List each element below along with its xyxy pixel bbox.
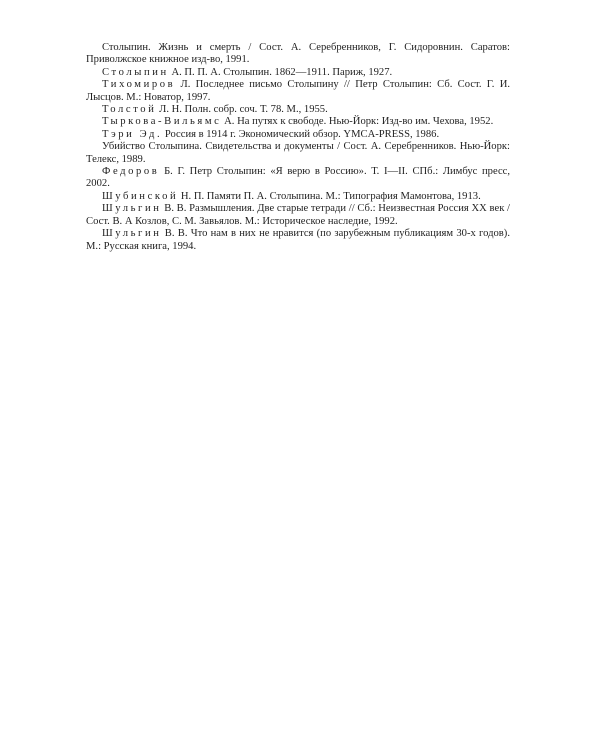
entry-author: Тихомиров: [102, 79, 176, 91]
entry-author: Столыпин: [102, 66, 169, 78]
bibliography-entry: [86, 79, 510, 104]
bibliography-entry: [86, 104, 510, 116]
bibliography-entry: [86, 228, 510, 253]
entry-text: Россия в 1914 г. Экономический обзор. YMCA-PRESS, 1986.: [162, 128, 440, 140]
bibliography-entry: [86, 166, 510, 191]
bibliography-entry: [86, 129, 510, 141]
entry-text: Убийство Столыпина. Свидетельства и документы / Сост. А. Серебренников. Нью-Йорк: Телекс, 1989.: [86, 141, 510, 165]
entry-text: А. На путях к свободе. Нью-Йорк: Изд-во им. Чехова, 1952.: [221, 116, 494, 128]
entry-text: Л. Последнее письмо Столыпину // Петр Столыпин: Сб. Сост. Г. И. Лысцов. М.: Новатор, 1997.: [86, 79, 510, 103]
entry-text: Б. Г. Петр Столыпин: «Я верю в Россию». Т. I—II. СПб.: Лимбус пресс, 2002.: [86, 166, 510, 190]
entry-text: А. П. П. А. Столыпин. 1862—1911. Париж, 1927.: [168, 66, 393, 78]
entry-author: Шубинской: [102, 190, 179, 202]
entry-author: Шульгин: [102, 203, 162, 215]
bibliography-entry: [86, 191, 510, 203]
entry-text: Столыпин. Жизнь и смерть / Сост. А. Серебренников, Г. Сидоровнин. Саратов: Приволжское книжное изд-во, 1991.: [86, 42, 510, 66]
entry-text: В. В. Что нам в них не нравится (по зарубежным публикациям 30-х годов). М.: Русская книга, 1994.: [86, 228, 510, 252]
entry-author: Федоров: [102, 166, 160, 178]
bibliography-list: [86, 42, 510, 253]
entry-author: Тэри Эд.: [102, 128, 163, 140]
entry-author: Толстой: [102, 104, 157, 116]
bibliography-entry: [86, 203, 510, 228]
bibliography-entry: [86, 42, 510, 67]
entry-author: Тыркова-Вильямс: [102, 116, 222, 128]
bibliography-entry: [86, 141, 510, 166]
bibliography-entry: [86, 67, 510, 79]
entry-text: Л. Н. Полн. собр. соч. Т. 78. М., 1955.: [156, 104, 328, 116]
entry-text: Н. П. Памяти П. А. Столыпина. М.: Типография Мамонтова, 1913.: [178, 190, 481, 202]
entry-author: Шульгин: [102, 228, 162, 240]
bibliography-entry: [86, 116, 510, 128]
entry-text: В. В. Размышления. Две старые тетради // Сб.: Неизвестная Россия XX век / Сост. В. А Козлов, С. М. Завьялов. М.: Историческое наследие, 1992.: [86, 203, 510, 227]
